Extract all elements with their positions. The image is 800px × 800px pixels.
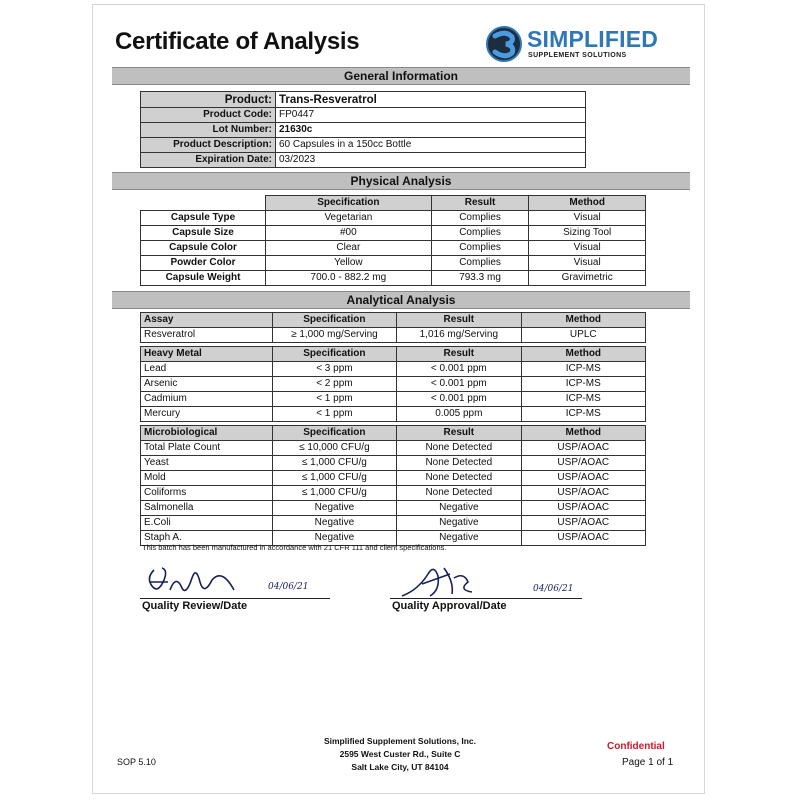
row-label: E.Coli xyxy=(141,516,273,531)
result-cell: < 0.001 ppm xyxy=(397,362,521,377)
quality-review-label: Quality Review/Date xyxy=(142,600,248,612)
row-label: Capsule Type xyxy=(141,211,266,226)
spec-cell: < 2 ppm xyxy=(272,377,396,392)
method-cell: Visual xyxy=(529,211,646,226)
table-row xyxy=(141,108,586,123)
product-description-label: Product Description: xyxy=(141,138,276,153)
logo-subtitle: SUPPLEMENT SOLUTIONS xyxy=(528,52,627,59)
result-cell: None Detected xyxy=(397,471,521,486)
column-header: Method xyxy=(529,196,646,211)
column-header: Method xyxy=(521,426,645,441)
table-row xyxy=(141,501,646,516)
review-signature-line xyxy=(140,598,330,599)
table-row xyxy=(141,407,646,422)
result-cell: < 0.001 ppm xyxy=(397,377,521,392)
spec-cell: Yellow xyxy=(266,256,432,271)
method-cell: USP/AOAC xyxy=(521,486,645,501)
column-header: Method xyxy=(521,347,645,362)
spec-cell: #00 xyxy=(266,226,432,241)
lot-number-value: 21630c xyxy=(276,123,586,138)
column-header: Result xyxy=(397,347,521,362)
table-header-row xyxy=(141,347,646,362)
confidential-label: Confidential xyxy=(607,741,665,752)
result-cell: Complies xyxy=(431,211,529,226)
row-label: Powder Color xyxy=(141,256,266,271)
table-header-row xyxy=(141,196,646,211)
row-label: Mold xyxy=(141,471,273,486)
column-header: Heavy Metal xyxy=(141,347,273,362)
result-cell: 793.3 mg xyxy=(431,271,529,286)
table-row xyxy=(141,328,646,343)
column-header: Specification xyxy=(272,426,396,441)
microbiological-table xyxy=(140,425,646,546)
row-label: Total Plate Count xyxy=(141,441,273,456)
sop-number: SOP 5.10 xyxy=(117,757,156,767)
spec-cell: ≤ 1,000 CFU/g xyxy=(272,486,396,501)
result-cell: Negative xyxy=(397,501,521,516)
compliance-note: This batch has been manufactured in accordance with 21 CFR 111 and client specifications. xyxy=(142,543,447,552)
lot-number-label: Lot Number: xyxy=(141,123,276,138)
row-label: Resveratrol xyxy=(141,328,273,343)
table-row xyxy=(141,456,646,471)
spec-cell: ≤ 10,000 CFU/g xyxy=(272,441,396,456)
result-cell: None Detected xyxy=(397,456,521,471)
row-label: Coliforms xyxy=(141,486,273,501)
review-date: 04/06/21 xyxy=(268,582,309,592)
physical-analysis-heading: Physical Analysis xyxy=(112,172,690,190)
table-row xyxy=(141,226,646,241)
method-cell: USP/AOAC xyxy=(521,531,645,546)
table-row xyxy=(141,271,646,286)
analytical-analysis-heading: Analytical Analysis xyxy=(112,291,690,309)
address-line-2: Salt Lake City, UT 84104 xyxy=(351,762,449,772)
row-label: Capsule Size xyxy=(141,226,266,241)
product-code-label: Product Code: xyxy=(141,108,276,123)
logo-name: SIMPLIFIED xyxy=(527,26,659,52)
row-label: Mercury xyxy=(141,407,273,422)
page-number: Page 1 of 1 xyxy=(622,757,674,768)
method-cell: USP/AOAC xyxy=(521,516,645,531)
result-cell: < 0.001 ppm xyxy=(397,392,521,407)
method-cell: ICP-MS xyxy=(521,377,645,392)
row-label: Capsule Weight xyxy=(141,271,266,286)
table-row xyxy=(141,153,586,168)
column-header: Specification xyxy=(266,196,432,211)
result-cell: Complies xyxy=(431,256,529,271)
column-header: Specification xyxy=(272,347,396,362)
general-info-table xyxy=(140,91,586,168)
blank-cell xyxy=(141,196,266,211)
method-cell: Visual xyxy=(529,241,646,256)
company-name: Simplified Supplement Solutions, Inc. xyxy=(323,736,477,746)
method-cell: Gravimetric xyxy=(529,271,646,286)
heavy-metal-table xyxy=(140,346,646,422)
result-cell: Complies xyxy=(431,226,529,241)
spec-cell: < 3 ppm xyxy=(272,362,396,377)
method-cell: Visual xyxy=(529,256,646,271)
expiration-date-value: 03/2023 xyxy=(276,153,586,168)
approval-signature-line xyxy=(390,598,582,599)
address-line-1: 2595 West Custer Rd., Suite C xyxy=(339,749,461,759)
spec-cell: Negative xyxy=(272,531,396,546)
result-cell: 1,016 mg/Serving xyxy=(397,328,521,343)
product-label: Product: xyxy=(141,92,276,108)
expiration-date-label: Expiration Date: xyxy=(141,153,276,168)
result-cell: Negative xyxy=(397,516,521,531)
method-cell: ICP-MS xyxy=(521,407,645,422)
logo-mark-icon xyxy=(484,24,526,64)
table-row xyxy=(141,486,646,501)
spec-cell: ≤ 1,000 CFU/g xyxy=(272,456,396,471)
spec-cell: ≤ 1,000 CFU/g xyxy=(272,471,396,486)
column-header: Specification xyxy=(272,313,396,328)
table-header-row xyxy=(141,313,646,328)
column-header: Result xyxy=(397,426,521,441)
table-row xyxy=(141,471,646,486)
table-row xyxy=(141,211,646,226)
result-cell: Complies xyxy=(431,241,529,256)
table-row xyxy=(141,516,646,531)
table-row xyxy=(141,123,586,138)
spec-cell: < 1 ppm xyxy=(272,407,396,422)
table-row xyxy=(141,256,646,271)
row-label: Arsenic xyxy=(141,377,273,392)
table-header-row xyxy=(141,426,646,441)
method-cell: ICP-MS xyxy=(521,392,645,407)
company-logo xyxy=(484,24,684,64)
table-row xyxy=(141,138,586,153)
spec-cell: Vegetarian xyxy=(266,211,432,226)
method-cell: USP/AOAC xyxy=(521,456,645,471)
table-row xyxy=(141,241,646,256)
column-header: Method xyxy=(521,313,645,328)
spec-cell: ≥ 1,000 mg/Serving xyxy=(272,328,396,343)
column-header: Assay xyxy=(141,313,273,328)
result-cell: 0.005 ppm xyxy=(397,407,521,422)
general-info-heading: General Information xyxy=(112,67,690,85)
row-label: Capsule Color xyxy=(141,241,266,256)
method-cell: ICP-MS xyxy=(521,362,645,377)
table-row xyxy=(141,92,586,108)
method-cell: USP/AOAC xyxy=(521,441,645,456)
footer-address xyxy=(0,735,800,774)
spec-cell: Clear xyxy=(266,241,432,256)
table-row xyxy=(141,392,646,407)
approval-date: 04/06/21 xyxy=(533,584,574,594)
column-header: Microbiological xyxy=(141,426,273,441)
column-header: Result xyxy=(431,196,529,211)
row-label: Cadmium xyxy=(141,392,273,407)
product-description-value: 60 Capsules in a 150cc Bottle xyxy=(276,138,586,153)
document-title: Certificate of Analysis xyxy=(115,28,360,55)
product-value: Trans-Resveratrol xyxy=(276,92,586,108)
quality-approval-label: Quality Approval/Date xyxy=(392,600,507,612)
spec-cell: 700.0 - 882.2 mg xyxy=(266,271,432,286)
method-cell: USP/AOAC xyxy=(521,501,645,516)
spec-cell: < 1 ppm xyxy=(272,392,396,407)
row-label: Lead xyxy=(141,362,273,377)
table-row xyxy=(141,362,646,377)
result-cell: Negative xyxy=(397,531,521,546)
row-label: Yeast xyxy=(141,456,273,471)
result-cell: None Detected xyxy=(397,441,521,456)
table-row xyxy=(141,377,646,392)
physical-analysis-table xyxy=(140,195,646,286)
column-header: Result xyxy=(397,313,521,328)
method-cell: Sizing Tool xyxy=(529,226,646,241)
table-row xyxy=(141,441,646,456)
method-cell: UPLC xyxy=(521,328,645,343)
spec-cell: Negative xyxy=(272,501,396,516)
method-cell: USP/AOAC xyxy=(521,471,645,486)
spec-cell: Negative xyxy=(272,516,396,531)
row-label: Salmonella xyxy=(141,501,273,516)
row-label: Staph A. xyxy=(141,531,273,546)
product-code-value: FP0447 xyxy=(276,108,586,123)
assay-table xyxy=(140,312,646,343)
result-cell: None Detected xyxy=(397,486,521,501)
